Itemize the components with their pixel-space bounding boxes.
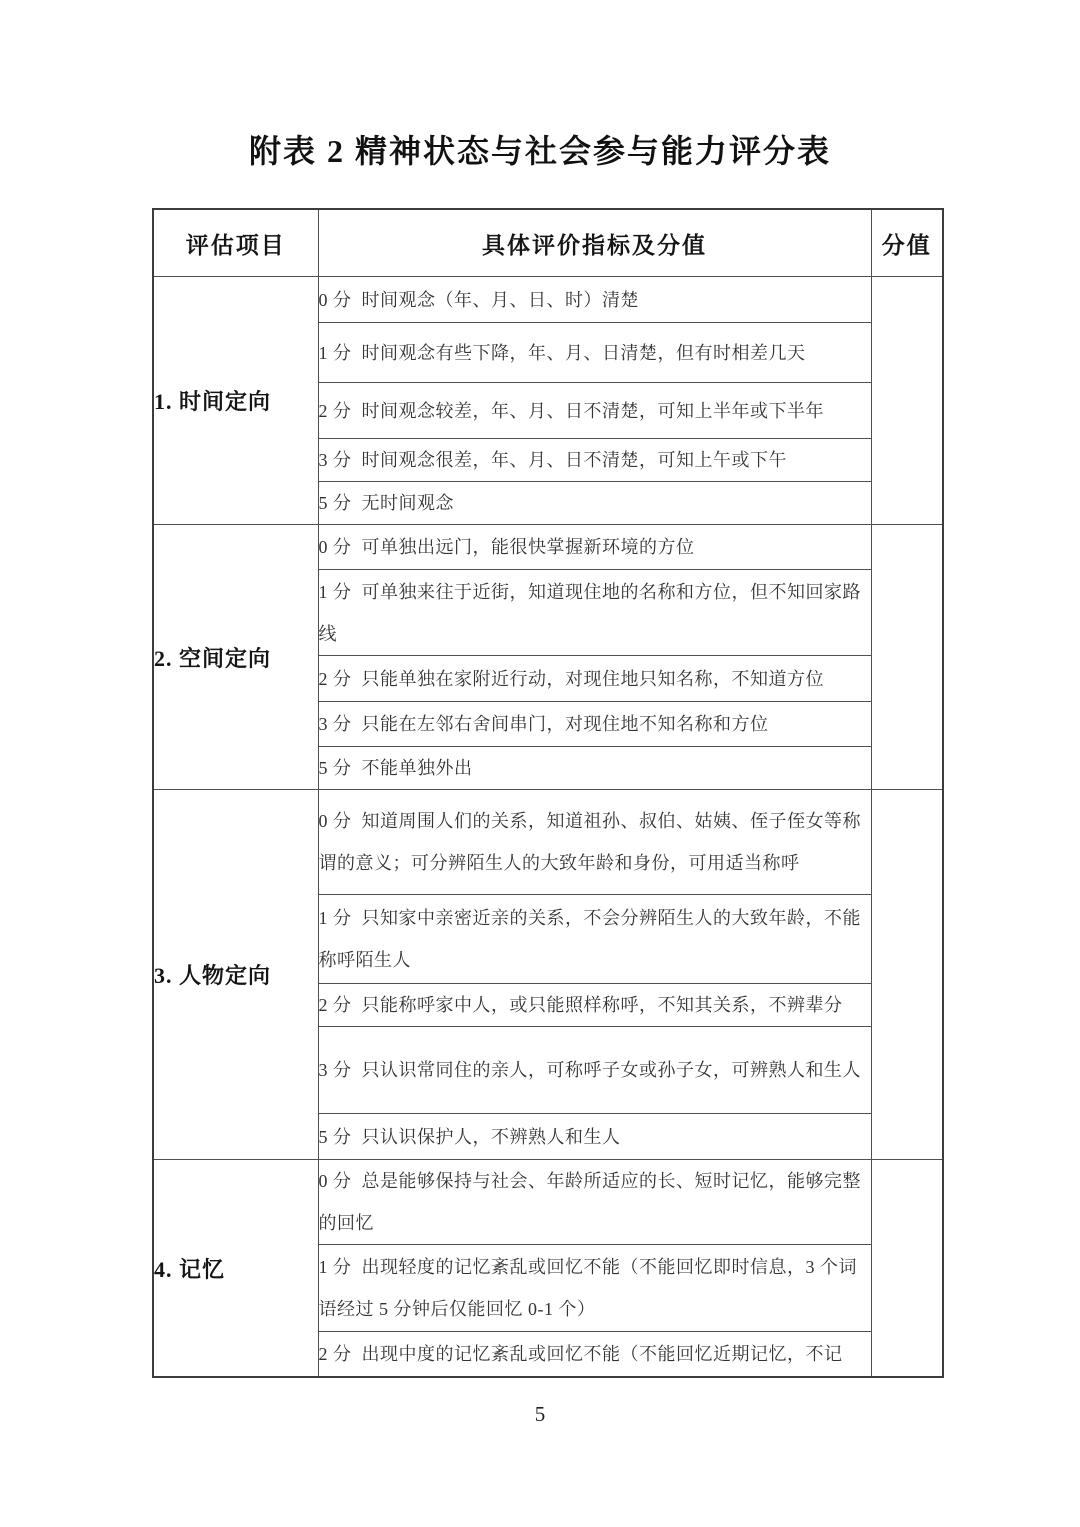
indicator-text: 3 分 只认识常同住的亲人，可称呼子女或孙子女，可辨熟人和生人 (318, 1060, 861, 1080)
table-row (153, 525, 943, 570)
score-cell (871, 277, 943, 525)
indicator-cell (318, 1160, 871, 1245)
score-cell (871, 1160, 943, 1378)
page-number: 5 (534, 1402, 546, 1426)
assessment-item-label: 4. 记忆 (154, 1256, 226, 1282)
indicator-cell (318, 383, 871, 439)
indicator-text: 2 分 只能单独在家附近行动，对现住地只知名称，不知道方位 (318, 668, 824, 689)
header-assessment-item: 评估项目 (153, 209, 318, 277)
indicator-text: 0 分 时间观念（年、月、日、时）清楚 (318, 289, 639, 310)
indicator-cell (318, 702, 871, 747)
rating-table (152, 208, 944, 1378)
indicator-text: 2 分 时间观念较差，年、月、日不清楚，可知上半年或下半年 (318, 400, 824, 421)
indicator-cell (318, 1027, 871, 1114)
assessment-item-cell (153, 1160, 318, 1378)
indicator-text: 0 分 可单独出远门，能很快掌握新环境的方位 (318, 537, 695, 557)
indicator-text: 2 分 只能称呼家中人，或只能照样称呼，不知其关系，不辨辈分 (318, 995, 843, 1015)
indicator-text: 5 分 只认识保护人，不辨熟人和生人 (318, 1126, 621, 1147)
indicator-cell (318, 895, 871, 984)
assessment-item-cell (153, 525, 318, 790)
indicator-cell (318, 1245, 871, 1332)
header-score: 分值 (871, 209, 943, 277)
indicator-cell (318, 984, 871, 1027)
indicator-text: 5 分 无时间观念 (318, 493, 454, 513)
indicator-cell (318, 439, 871, 482)
indicator-cell (318, 323, 871, 383)
indicator-cell (318, 525, 871, 570)
assessment-item-label: 1. 时间定向 (154, 389, 272, 414)
table-row (153, 277, 943, 323)
indicator-text: 5 分 不能单独外出 (318, 758, 473, 778)
indicator-text: 0 分 知道周围人们的关系，知道祖孙、叔伯、姑姨、侄子侄女等称谓的意义；可分辨陌生人的大致年龄和身份，可用适当称呼 (318, 811, 861, 873)
indicator-text: 0 分 总是能够保持与社会、年龄所适应的长、短时记忆，能够完整的回忆 (318, 1171, 861, 1233)
indicator-cell (318, 1114, 871, 1160)
indicator-text: 1 分 只知家中亲密近亲的关系，不会分辨陌生人的大致年龄，不能称呼陌生人 (318, 908, 861, 970)
indicator-cell (318, 570, 871, 656)
table-row (153, 1160, 943, 1245)
indicator-text: 2 分 出现中度的记忆紊乱或回忆不能（不能回忆近期记忆，不记 (318, 1344, 843, 1364)
header-row (153, 209, 943, 277)
indicator-text: 1 分 时间观念有些下降，年、月、日清楚，但有时相差几天 (318, 342, 806, 363)
indicator-cell (318, 747, 871, 790)
table-row (153, 790, 943, 895)
score-cell (871, 790, 943, 1160)
header-indicator: 具体评价指标及分值 (318, 209, 871, 277)
indicator-text: 1 分 可单独来往于近街，知道现住地的名称和方位，但不知回家路线 (318, 581, 861, 644)
assessment-item-label: 2. 空间定向 (154, 645, 272, 671)
assessment-item-cell (153, 277, 318, 525)
document-title: 附表 2 精神状态与社会参与能力评分表 (248, 133, 831, 169)
indicator-text: 3 分 时间观念很差，年、月、日不清楚，可知上午或下午 (318, 450, 787, 470)
indicator-cell (318, 482, 871, 525)
indicator-text: 1 分 出现轻度的记忆紊乱或回忆不能（不能回忆即时信息，3 个词语经过 5 分钟后仅能回忆 0-1 个） (318, 1257, 857, 1319)
assessment-item-label: 3. 人物定向 (154, 963, 272, 988)
indicator-cell (318, 656, 871, 702)
assessment-item-cell (153, 790, 318, 1160)
score-cell (871, 525, 943, 790)
rating-table-body (153, 277, 943, 1378)
indicator-cell (318, 277, 871, 323)
indicator-cell (318, 1332, 871, 1378)
indicator-cell (318, 790, 871, 895)
indicator-text: 3 分 只能在左邻右舍间串门，对现住地不知名称和方位 (318, 714, 769, 734)
